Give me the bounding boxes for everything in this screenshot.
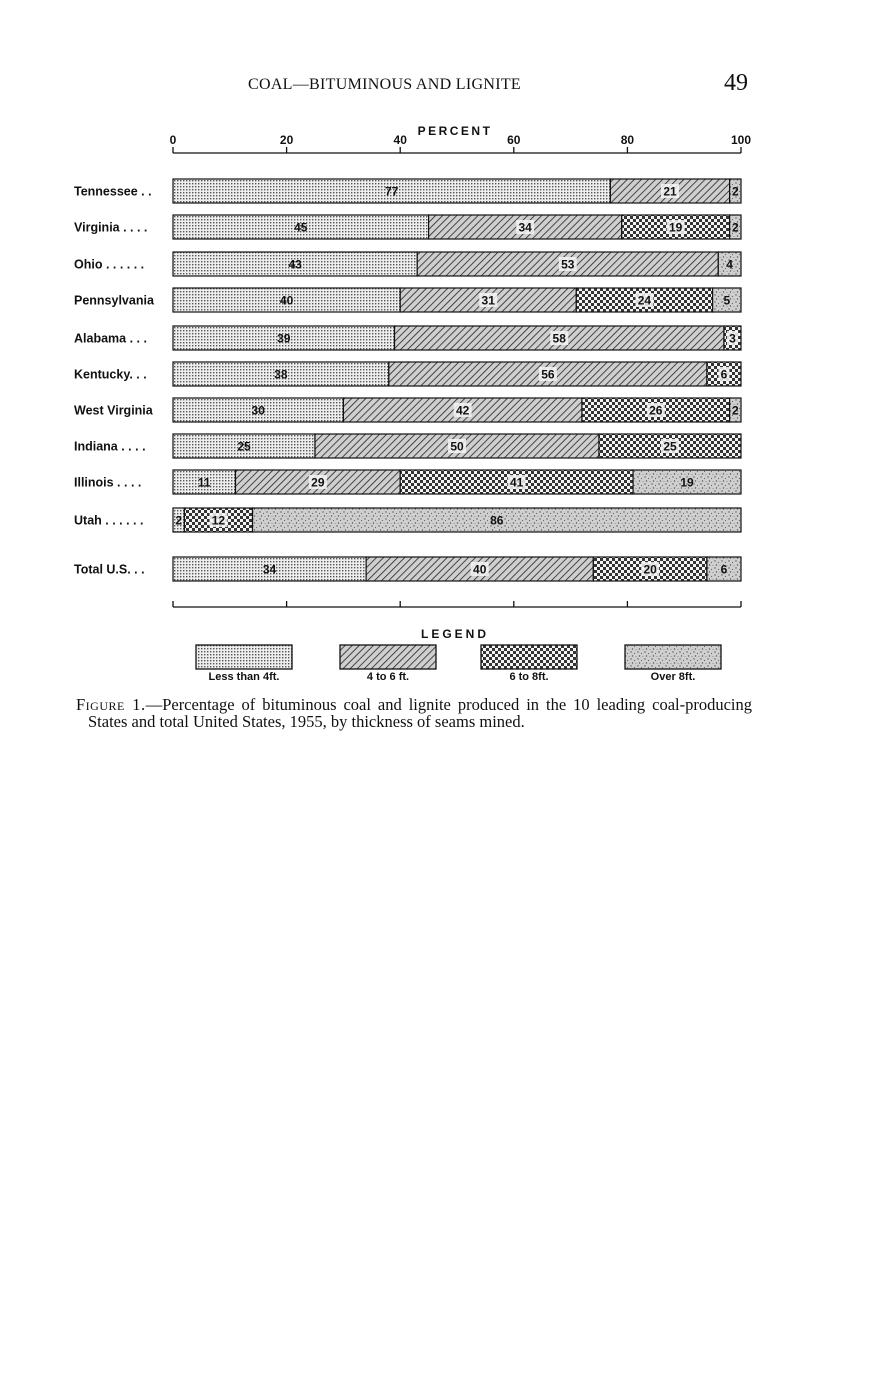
- data-label: 86: [490, 513, 504, 528]
- legend-title: LEGEND: [420, 627, 490, 641]
- caption-label: Figure 1.: [76, 695, 146, 714]
- legend: [196, 645, 721, 683]
- data-label: 41: [509, 475, 524, 490]
- axis-title: PERCENT: [417, 124, 493, 138]
- data-label: 34: [262, 562, 277, 577]
- bars-group: [74, 179, 741, 581]
- legend-label: 6 to 8ft.: [509, 671, 549, 683]
- legend-label: Less than 4ft.: [208, 671, 280, 683]
- data-label: 5: [723, 293, 731, 308]
- category-label: Alabama . . .: [74, 331, 147, 346]
- data-label: 19: [680, 475, 694, 490]
- legend-label: Over 8ft.: [650, 671, 696, 683]
- data-label: 25: [663, 439, 677, 454]
- data-label: 31: [481, 293, 495, 308]
- data-label: 2: [731, 184, 739, 199]
- category-label: Indiana . . . .: [74, 439, 146, 454]
- category-label: Tennessee . .: [74, 184, 152, 199]
- data-label: 39: [277, 331, 291, 346]
- x-tick-label: 80: [620, 133, 635, 147]
- x-tick-label: 20: [279, 133, 294, 147]
- data-label: 42: [456, 403, 470, 418]
- legend-swatch: [481, 645, 577, 669]
- figure-caption: [76, 696, 752, 730]
- legend-label: 4 to 6 ft.: [366, 671, 410, 683]
- x-tick-label: 100: [730, 133, 752, 147]
- category-label: Virginia . . . .: [74, 220, 148, 235]
- data-label: 21: [663, 184, 677, 199]
- data-label: 40: [473, 562, 487, 577]
- legend-swatch: [196, 645, 292, 669]
- category-label: Total U.S. . .: [74, 562, 145, 577]
- legend-swatch: [340, 645, 436, 669]
- data-label: 20: [643, 562, 657, 577]
- data-label: 26: [649, 403, 663, 418]
- data-label: 4: [726, 257, 733, 272]
- bottom-axis: [173, 601, 741, 607]
- data-label: 6: [720, 562, 728, 577]
- running-title: COAL—BITUMINOUS AND LIGNITE: [248, 76, 521, 93]
- data-label: 29: [311, 475, 325, 490]
- data-label: 2: [731, 403, 739, 418]
- data-label: 2: [731, 220, 739, 235]
- x-tick-label: 0: [169, 133, 177, 147]
- x-tick-label: 60: [507, 133, 521, 147]
- data-label: 45: [294, 220, 308, 235]
- data-label: 58: [552, 331, 566, 346]
- legend-swatch: [625, 645, 721, 669]
- data-label: 25: [237, 439, 251, 454]
- category-label: Pennsylvania: [74, 293, 154, 308]
- data-label: 3: [729, 331, 736, 346]
- x-tick-label: 40: [393, 133, 407, 147]
- data-label: 77: [385, 184, 399, 199]
- page-number: 49: [724, 70, 748, 96]
- category-label: Illinois . . . .: [74, 475, 142, 490]
- data-label: 11: [197, 475, 211, 490]
- data-label: 19: [669, 220, 683, 235]
- data-label: 40: [279, 293, 294, 308]
- category-label: Kentucky. . .: [74, 367, 147, 382]
- data-label: 6: [720, 367, 728, 382]
- category-label: Ohio . . . . . .: [74, 257, 145, 272]
- data-label: 43: [288, 257, 302, 272]
- data-label: 12: [211, 513, 226, 528]
- data-label: 50: [450, 439, 464, 454]
- stacked-bar-chart: [0, 110, 869, 690]
- caption-text: —Percentage of bituminous coal and lignite produced in the 10 leading coal-producing States and total United States, 1955, by thickness of seams mined.: [88, 695, 752, 731]
- data-label: 38: [274, 367, 288, 382]
- category-label: West Virginia: [74, 403, 153, 418]
- data-label: 56: [541, 367, 555, 382]
- category-label: Utah . . . . . .: [74, 513, 144, 528]
- data-label: 24: [637, 293, 652, 308]
- data-label: 34: [518, 220, 532, 235]
- data-label: 30: [251, 403, 265, 418]
- data-label: 53: [561, 257, 575, 272]
- data-label: 2: [175, 513, 183, 528]
